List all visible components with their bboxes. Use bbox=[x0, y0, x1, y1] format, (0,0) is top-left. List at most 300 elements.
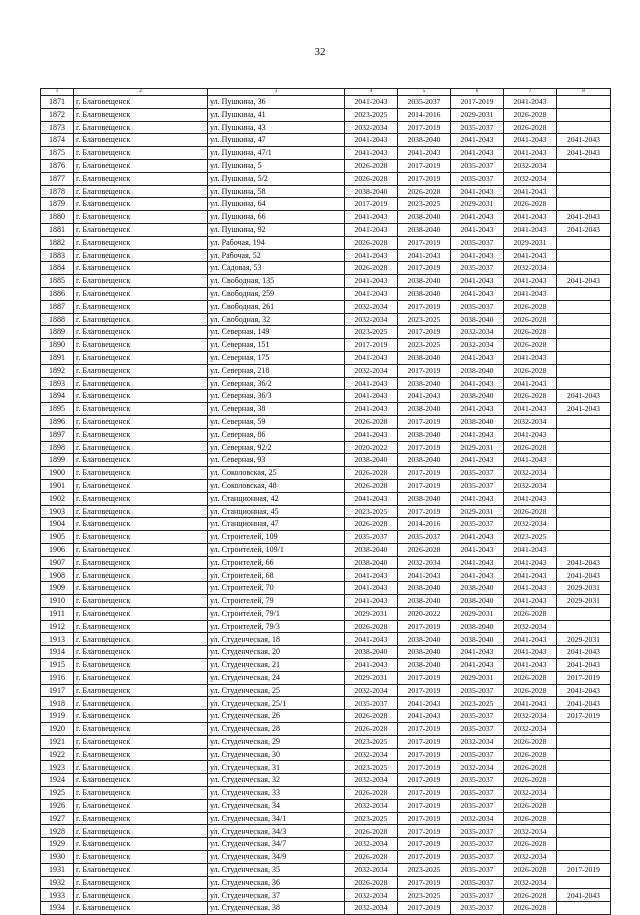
period-col-8 bbox=[557, 543, 611, 556]
city-cell: г. Благовещенск bbox=[74, 236, 208, 249]
period-col-8 bbox=[557, 518, 611, 531]
period-col-8: 2029-2031 bbox=[557, 595, 611, 608]
period-col-4: 2017-2019 bbox=[345, 339, 398, 352]
address-cell: ул. Студенческая, 34/9 bbox=[208, 851, 345, 864]
period-col-6: 2038-2040 bbox=[451, 582, 504, 595]
period-col-7: 2041-2043 bbox=[504, 595, 557, 608]
address-cell: ул. Студенческая, 30 bbox=[208, 748, 345, 761]
address-cell: ул. Строителей, 109 bbox=[208, 531, 345, 544]
period-col-4: 2041-2043 bbox=[345, 134, 398, 147]
period-col-5: 2038-2040 bbox=[398, 287, 451, 300]
row-number: 1920 bbox=[41, 723, 74, 736]
period-col-8: 2041-2043 bbox=[557, 223, 611, 236]
period-col-5: 2038-2040 bbox=[398, 377, 451, 390]
period-col-6: 2035-2037 bbox=[451, 863, 504, 876]
period-col-4: 2035-2037 bbox=[345, 531, 398, 544]
period-col-7: 2041-2043 bbox=[504, 633, 557, 646]
period-col-8 bbox=[557, 326, 611, 339]
city-cell: г. Благовещенск bbox=[74, 377, 208, 390]
period-col-4: 2041-2043 bbox=[345, 275, 398, 288]
address-cell: ул. Станционная, 42 bbox=[208, 492, 345, 505]
address-cell: ул. Северная, 93 bbox=[208, 454, 345, 467]
period-col-7: 2032-2034 bbox=[504, 851, 557, 864]
period-col-4: 2026-2028 bbox=[345, 825, 398, 838]
period-col-7: 2026-2028 bbox=[504, 838, 557, 851]
table-row bbox=[41, 96, 611, 109]
period-col-4: 2038-2040 bbox=[345, 646, 398, 659]
address-cell: ул. Свободная, 32 bbox=[208, 313, 345, 326]
period-col-5: 2017-2019 bbox=[398, 851, 451, 864]
period-col-4: 2023-2025 bbox=[345, 812, 398, 825]
row-number: 1899 bbox=[41, 454, 74, 467]
city-cell: г. Благовещенск bbox=[74, 300, 208, 313]
period-col-4: 2020-2022 bbox=[345, 441, 398, 454]
period-col-8: 2041-2043 bbox=[557, 646, 611, 659]
row-number: 1894 bbox=[41, 390, 74, 403]
period-col-6: 2035-2037 bbox=[451, 467, 504, 480]
city-cell: г. Благовещенск bbox=[74, 467, 208, 480]
period-col-7: 2026-2028 bbox=[504, 684, 557, 697]
table-row bbox=[41, 633, 611, 646]
table-row bbox=[41, 390, 611, 403]
row-number: 1876 bbox=[41, 159, 74, 172]
period-col-7: 2026-2028 bbox=[504, 339, 557, 352]
period-col-4: 2029-2031 bbox=[345, 607, 398, 620]
table-row bbox=[41, 428, 611, 441]
period-col-7: 2041-2043 bbox=[504, 211, 557, 224]
period-col-6: 2029-2031 bbox=[451, 505, 504, 518]
table-row bbox=[41, 364, 611, 377]
period-col-8 bbox=[557, 812, 611, 825]
period-col-6: 2035-2037 bbox=[451, 902, 504, 915]
table-row bbox=[41, 108, 611, 121]
period-col-8 bbox=[557, 735, 611, 748]
period-col-6: 2035-2037 bbox=[451, 774, 504, 787]
period-col-8: 2041-2043 bbox=[557, 147, 611, 160]
city-cell: г. Благовещенск bbox=[74, 211, 208, 224]
period-col-6: 2035-2037 bbox=[451, 876, 504, 889]
period-col-7: 2041-2043 bbox=[504, 96, 557, 109]
city-cell: г. Благовещенск bbox=[74, 223, 208, 236]
period-col-6: 2029-2031 bbox=[451, 441, 504, 454]
row-number: 1887 bbox=[41, 300, 74, 313]
period-col-8 bbox=[557, 799, 611, 812]
city-cell: г. Благовещенск bbox=[74, 556, 208, 569]
address-cell: ул. Студенческая, 31 bbox=[208, 761, 345, 774]
period-col-4: 2041-2043 bbox=[345, 223, 398, 236]
row-number: 1888 bbox=[41, 313, 74, 326]
period-col-6: 2041-2043 bbox=[451, 646, 504, 659]
table-row bbox=[41, 851, 611, 864]
period-col-4: 2041-2043 bbox=[345, 390, 398, 403]
period-col-4: 2032-2034 bbox=[345, 684, 398, 697]
row-number: 1883 bbox=[41, 249, 74, 262]
row-number: 1901 bbox=[41, 479, 74, 492]
period-col-5: 2017-2019 bbox=[398, 159, 451, 172]
period-col-7: 2026-2028 bbox=[504, 505, 557, 518]
period-col-4: 2026-2028 bbox=[345, 851, 398, 864]
period-col-4: 2023-2025 bbox=[345, 505, 398, 518]
address-cell: ул. Свободная, 259 bbox=[208, 287, 345, 300]
address-cell: ул. Студенческая, 35 bbox=[208, 863, 345, 876]
period-col-8 bbox=[557, 902, 611, 915]
row-number: 1918 bbox=[41, 697, 74, 710]
table-row bbox=[41, 684, 611, 697]
period-col-4: 2032-2034 bbox=[345, 838, 398, 851]
period-col-8 bbox=[557, 300, 611, 313]
period-col-8 bbox=[557, 787, 611, 800]
period-col-6: 2035-2037 bbox=[451, 159, 504, 172]
period-col-5: 2038-2040 bbox=[398, 223, 451, 236]
row-number: 1907 bbox=[41, 556, 74, 569]
period-col-7: 2026-2028 bbox=[504, 326, 557, 339]
period-col-5: 2017-2019 bbox=[398, 505, 451, 518]
period-col-6: 2035-2037 bbox=[451, 889, 504, 902]
period-col-5: 2026-2028 bbox=[398, 543, 451, 556]
city-cell: г. Благовещенск bbox=[74, 249, 208, 262]
address-cell: ул. Пушкина, 64 bbox=[208, 198, 345, 211]
period-col-5: 2038-2040 bbox=[398, 403, 451, 416]
period-col-8 bbox=[557, 339, 611, 352]
address-cell: ул. Строителей, 68 bbox=[208, 569, 345, 582]
period-col-6: 2035-2037 bbox=[451, 710, 504, 723]
row-number: 1927 bbox=[41, 812, 74, 825]
row-number: 1917 bbox=[41, 684, 74, 697]
period-col-8 bbox=[557, 607, 611, 620]
row-number: 1881 bbox=[41, 223, 74, 236]
period-col-8 bbox=[557, 723, 611, 736]
address-cell: ул. Рабочая, 52 bbox=[208, 249, 345, 262]
period-col-5: 2017-2019 bbox=[398, 172, 451, 185]
period-col-6: 2038-2040 bbox=[451, 415, 504, 428]
city-cell: г. Благовещенск bbox=[74, 659, 208, 672]
period-col-8 bbox=[557, 96, 611, 109]
city-cell: г. Благовещенск bbox=[74, 671, 208, 684]
address-cell: ул. Студенческая, 38 bbox=[208, 902, 345, 915]
address-cell: ул. Студенческая, 29 bbox=[208, 735, 345, 748]
period-col-8: 2041-2043 bbox=[557, 134, 611, 147]
address-cell: ул. Студенческая, 25 bbox=[208, 684, 345, 697]
period-col-5: 2038-2040 bbox=[398, 595, 451, 608]
address-cell: ул. Строителей, 70 bbox=[208, 582, 345, 595]
period-col-7: 2041-2043 bbox=[504, 454, 557, 467]
row-number: 1880 bbox=[41, 211, 74, 224]
period-col-6: 2032-2034 bbox=[451, 761, 504, 774]
city-cell: г. Благовещенск bbox=[74, 185, 208, 198]
address-cell: ул. Пушкина, 92 bbox=[208, 223, 345, 236]
table-row bbox=[41, 223, 611, 236]
row-number: 1909 bbox=[41, 582, 74, 595]
row-number: 1875 bbox=[41, 147, 74, 160]
column-header-row bbox=[41, 89, 611, 96]
period-col-4: 2026-2028 bbox=[345, 172, 398, 185]
address-cell: ул. Северная, 218 bbox=[208, 364, 345, 377]
period-col-4: 2038-2040 bbox=[345, 454, 398, 467]
period-col-8 bbox=[557, 364, 611, 377]
table-row bbox=[41, 172, 611, 185]
period-col-5: 2017-2019 bbox=[398, 748, 451, 761]
period-col-4: 2032-2034 bbox=[345, 364, 398, 377]
table-row bbox=[41, 569, 611, 582]
period-col-5: 2017-2019 bbox=[398, 799, 451, 812]
period-col-4: 2026-2028 bbox=[345, 415, 398, 428]
table-row bbox=[41, 287, 611, 300]
city-cell: г. Благовещенск bbox=[74, 595, 208, 608]
address-cell: ул. Студенческая, 34/7 bbox=[208, 838, 345, 851]
period-col-5: 2038-2040 bbox=[398, 633, 451, 646]
period-col-5: 2017-2019 bbox=[398, 825, 451, 838]
period-col-5: 2017-2019 bbox=[398, 326, 451, 339]
table-row bbox=[41, 863, 611, 876]
period-col-7: 2026-2028 bbox=[504, 735, 557, 748]
period-col-7: 2041-2043 bbox=[504, 543, 557, 556]
table-row bbox=[41, 505, 611, 518]
period-col-7: 2032-2034 bbox=[504, 710, 557, 723]
row-number: 1915 bbox=[41, 659, 74, 672]
period-col-7: 2026-2028 bbox=[504, 364, 557, 377]
period-col-8: 2029-2031 bbox=[557, 582, 611, 595]
table-row bbox=[41, 812, 611, 825]
city-cell: г. Благовещенск bbox=[74, 108, 208, 121]
address-cell: ул. Студенческая, 28 bbox=[208, 723, 345, 736]
table-row bbox=[41, 147, 611, 160]
period-col-7: 2041-2043 bbox=[504, 351, 557, 364]
period-col-8 bbox=[557, 774, 611, 787]
table-row bbox=[41, 159, 611, 172]
period-col-7: 2026-2028 bbox=[504, 108, 557, 121]
column-header: 1 bbox=[41, 89, 74, 96]
period-col-5: 2017-2019 bbox=[398, 812, 451, 825]
table-row bbox=[41, 415, 611, 428]
row-number: 1884 bbox=[41, 262, 74, 275]
period-col-8 bbox=[557, 313, 611, 326]
period-col-6: 2041-2043 bbox=[451, 428, 504, 441]
address-cell: ул. Студенческая, 37 bbox=[208, 889, 345, 902]
period-col-5: 2041-2043 bbox=[398, 147, 451, 160]
period-col-5: 2023-2025 bbox=[398, 313, 451, 326]
table-row bbox=[41, 479, 611, 492]
period-col-5: 2032-2034 bbox=[398, 556, 451, 569]
period-col-5: 2017-2019 bbox=[398, 415, 451, 428]
table-row bbox=[41, 467, 611, 480]
address-cell: ул. Строителей, 79 bbox=[208, 595, 345, 608]
period-col-7: 2041-2043 bbox=[504, 287, 557, 300]
row-number: 1910 bbox=[41, 595, 74, 608]
table-row bbox=[41, 543, 611, 556]
period-col-5: 2038-2040 bbox=[398, 492, 451, 505]
table-row bbox=[41, 403, 611, 416]
period-col-8 bbox=[557, 441, 611, 454]
period-col-5: 2035-2037 bbox=[398, 531, 451, 544]
address-cell: ул. Пушкина, 36 bbox=[208, 96, 345, 109]
period-col-7: 2032-2034 bbox=[504, 159, 557, 172]
period-col-5: 2017-2019 bbox=[398, 876, 451, 889]
period-col-4: 2026-2028 bbox=[345, 479, 398, 492]
row-number: 1871 bbox=[41, 96, 74, 109]
period-col-6: 2041-2043 bbox=[451, 377, 504, 390]
period-col-6: 2041-2043 bbox=[451, 543, 504, 556]
period-col-4: 2038-2040 bbox=[345, 556, 398, 569]
period-col-8 bbox=[557, 198, 611, 211]
period-col-4: 2026-2028 bbox=[345, 710, 398, 723]
table-row bbox=[41, 787, 611, 800]
period-col-4: 2041-2043 bbox=[345, 633, 398, 646]
period-col-6: 2041-2043 bbox=[451, 134, 504, 147]
period-col-7: 2026-2028 bbox=[504, 441, 557, 454]
address-cell: ул. Соколовская, 25 bbox=[208, 467, 345, 480]
address-cell: ул. Студенческая, 34 bbox=[208, 799, 345, 812]
city-cell: г. Благовещенск bbox=[74, 415, 208, 428]
period-col-8 bbox=[557, 236, 611, 249]
period-col-6: 2038-2040 bbox=[451, 633, 504, 646]
city-cell: г. Благовещенск bbox=[74, 147, 208, 160]
address-cell: ул. Строителей, 79/1 bbox=[208, 607, 345, 620]
period-col-4: 2017-2019 bbox=[345, 198, 398, 211]
period-col-6: 2035-2037 bbox=[451, 787, 504, 800]
period-col-8: 2041-2043 bbox=[557, 889, 611, 902]
period-col-7: 2041-2043 bbox=[504, 377, 557, 390]
period-col-5: 2014-2016 bbox=[398, 518, 451, 531]
period-col-5: 2038-2040 bbox=[398, 275, 451, 288]
column-header: 5 bbox=[398, 89, 451, 96]
period-col-8 bbox=[557, 851, 611, 864]
period-col-8: 2041-2043 bbox=[557, 403, 611, 416]
row-number: 1878 bbox=[41, 185, 74, 198]
column-header: 3 bbox=[208, 89, 345, 96]
period-col-6: 2035-2037 bbox=[451, 262, 504, 275]
period-col-7: 2032-2034 bbox=[504, 479, 557, 492]
period-col-7: 2041-2043 bbox=[504, 569, 557, 582]
address-cell: ул. Рабочая, 194 bbox=[208, 236, 345, 249]
city-cell: г. Благовещенск bbox=[74, 851, 208, 864]
city-cell: г. Благовещенск bbox=[74, 569, 208, 582]
period-col-8 bbox=[557, 838, 611, 851]
period-col-4: 2041-2043 bbox=[345, 659, 398, 672]
table-row bbox=[41, 723, 611, 736]
row-number: 1922 bbox=[41, 748, 74, 761]
period-col-4: 2038-2040 bbox=[345, 185, 398, 198]
address-cell: ул. Северная, 92/2 bbox=[208, 441, 345, 454]
city-cell: г. Благовещенск bbox=[74, 121, 208, 134]
period-col-5: 2017-2019 bbox=[398, 262, 451, 275]
city-cell: г. Благовещенск bbox=[74, 339, 208, 352]
row-number: 1916 bbox=[41, 671, 74, 684]
period-col-8: 2041-2043 bbox=[557, 684, 611, 697]
period-col-7: 2041-2043 bbox=[504, 223, 557, 236]
table-row bbox=[41, 313, 611, 326]
period-col-6: 2041-2043 bbox=[451, 659, 504, 672]
address-cell: ул. Северная, 59 bbox=[208, 415, 345, 428]
period-col-4: 2041-2043 bbox=[345, 492, 398, 505]
period-col-4: 2032-2034 bbox=[345, 902, 398, 915]
period-col-6: 2035-2037 bbox=[451, 748, 504, 761]
city-cell: г. Благовещенск bbox=[74, 313, 208, 326]
period-col-4: 2041-2043 bbox=[345, 595, 398, 608]
period-col-6: 2038-2040 bbox=[451, 620, 504, 633]
table-row bbox=[41, 531, 611, 544]
address-cell: ул. Пушкина, 41 bbox=[208, 108, 345, 121]
address-cell: ул. Северная, 151 bbox=[208, 339, 345, 352]
period-col-5: 2017-2019 bbox=[398, 236, 451, 249]
period-col-5: 2017-2019 bbox=[398, 761, 451, 774]
period-col-7: 2026-2028 bbox=[504, 390, 557, 403]
address-cell: ул. Строителей, 79/3 bbox=[208, 620, 345, 633]
period-col-7: 2041-2043 bbox=[504, 697, 557, 710]
address-cell: ул. Студенческая, 36 bbox=[208, 876, 345, 889]
city-cell: г. Благовещенск bbox=[74, 697, 208, 710]
period-col-5: 2023-2025 bbox=[398, 889, 451, 902]
city-cell: г. Благовещенск bbox=[74, 774, 208, 787]
period-col-6: 2041-2043 bbox=[451, 287, 504, 300]
period-col-4: 2026-2028 bbox=[345, 236, 398, 249]
row-number: 1874 bbox=[41, 134, 74, 147]
row-number: 1929 bbox=[41, 838, 74, 851]
period-col-7: 2041-2043 bbox=[504, 134, 557, 147]
period-col-8 bbox=[557, 479, 611, 492]
period-col-7: 2041-2043 bbox=[504, 147, 557, 160]
address-cell: ул. Студенческая, 24 bbox=[208, 671, 345, 684]
address-cell: ул. Пушкина, 5/2 bbox=[208, 172, 345, 185]
address-cell: ул. Соколовская, 48 bbox=[208, 479, 345, 492]
period-col-5: 2017-2019 bbox=[398, 787, 451, 800]
period-col-5: 2023-2025 bbox=[398, 339, 451, 352]
city-cell: г. Благовещенск bbox=[74, 198, 208, 211]
row-number: 1932 bbox=[41, 876, 74, 889]
period-col-4: 2026-2028 bbox=[345, 620, 398, 633]
table-row bbox=[41, 838, 611, 851]
period-col-4: 2032-2034 bbox=[345, 300, 398, 313]
period-col-7: 2041-2043 bbox=[504, 659, 557, 672]
address-cell: ул. Строителей, 66 bbox=[208, 556, 345, 569]
row-number: 1930 bbox=[41, 851, 74, 864]
period-col-8 bbox=[557, 876, 611, 889]
period-col-8 bbox=[557, 415, 611, 428]
period-col-5: 2038-2040 bbox=[398, 211, 451, 224]
period-col-8 bbox=[557, 172, 611, 185]
city-cell: г. Благовещенск bbox=[74, 479, 208, 492]
period-col-7: 2032-2034 bbox=[504, 467, 557, 480]
address-cell: ул. Северная, 175 bbox=[208, 351, 345, 364]
period-col-6: 2035-2037 bbox=[451, 851, 504, 864]
row-number: 1873 bbox=[41, 121, 74, 134]
period-col-4: 2041-2043 bbox=[345, 147, 398, 160]
period-col-6: 2041-2043 bbox=[451, 185, 504, 198]
period-col-7: 2026-2028 bbox=[504, 198, 557, 211]
period-col-6: 2041-2043 bbox=[451, 249, 504, 262]
period-col-8: 2041-2043 bbox=[557, 659, 611, 672]
row-number: 1914 bbox=[41, 646, 74, 659]
row-number: 1926 bbox=[41, 799, 74, 812]
period-col-8 bbox=[557, 761, 611, 774]
period-col-8 bbox=[557, 825, 611, 838]
period-col-7: 2041-2043 bbox=[504, 403, 557, 416]
period-col-4: 2023-2025 bbox=[345, 761, 398, 774]
period-col-5: 2038-2040 bbox=[398, 646, 451, 659]
period-col-6: 2029-2031 bbox=[451, 108, 504, 121]
city-cell: г. Благовещенск bbox=[74, 787, 208, 800]
period-col-7: 2026-2028 bbox=[504, 863, 557, 876]
period-col-8: 2017-2019 bbox=[557, 671, 611, 684]
table-row bbox=[41, 659, 611, 672]
city-cell: г. Благовещенск bbox=[74, 543, 208, 556]
city-cell: г. Благовещенск bbox=[74, 172, 208, 185]
city-cell: г. Благовещенск bbox=[74, 454, 208, 467]
table-row bbox=[41, 518, 611, 531]
period-col-5: 2038-2040 bbox=[398, 428, 451, 441]
table-row bbox=[41, 735, 611, 748]
row-number: 1924 bbox=[41, 774, 74, 787]
city-cell: г. Благовещенск bbox=[74, 159, 208, 172]
